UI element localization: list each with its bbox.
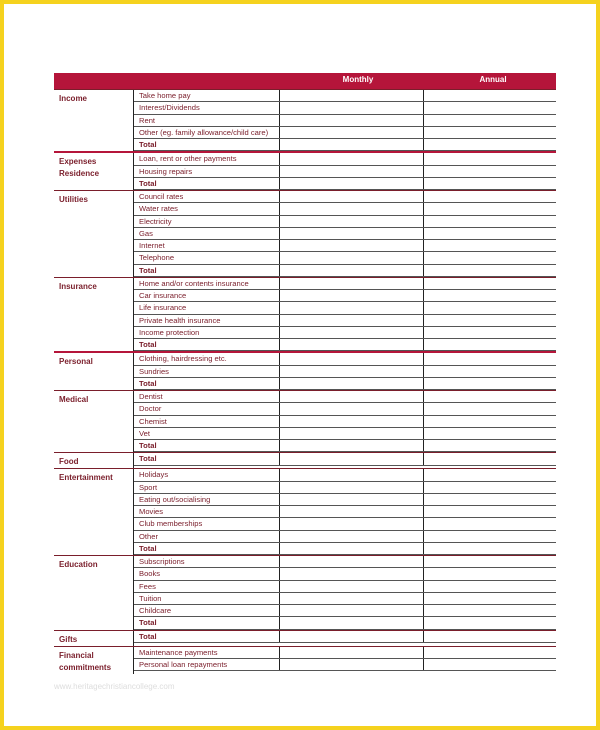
annual-cell[interactable]: [424, 166, 556, 177]
row-item-label: Chemist: [134, 416, 280, 427]
annual-cell[interactable]: [424, 659, 556, 670]
table-row: [134, 378, 556, 390]
table-row: [134, 127, 556, 139]
section-8: [54, 555, 556, 630]
annual-cell[interactable]: [424, 453, 556, 464]
annual-cell[interactable]: [424, 315, 556, 326]
section-2: [54, 190, 556, 277]
row-item-label: Club memberships: [134, 518, 280, 529]
row-item-label: Electricity: [134, 216, 280, 227]
table-row: [134, 440, 556, 452]
annual-cell[interactable]: [424, 605, 556, 616]
annual-cell[interactable]: [424, 391, 556, 402]
row-item-label: Total: [134, 543, 280, 554]
monthly-cell[interactable]: [280, 191, 424, 202]
annual-cell[interactable]: [424, 127, 556, 138]
monthly-cell[interactable]: [280, 366, 424, 377]
monthly-cell[interactable]: [280, 605, 424, 616]
row-item-label: Total: [134, 339, 280, 350]
monthly-cell[interactable]: [280, 440, 424, 451]
table-row: [134, 178, 556, 190]
table-row: [134, 391, 556, 403]
annual-cell[interactable]: [424, 428, 556, 439]
row-item-label: Water rates: [134, 203, 280, 214]
table-row: [134, 366, 556, 378]
annual-cell[interactable]: [424, 102, 556, 113]
annual-cell[interactable]: [424, 252, 556, 263]
section-7: [54, 468, 556, 555]
monthly-cell[interactable]: [280, 518, 424, 529]
table-row: [134, 494, 556, 506]
section-label: Gifts: [54, 631, 134, 646]
table-row: [134, 428, 556, 440]
table-body: [54, 89, 556, 674]
table-row: [134, 153, 556, 165]
row-item-label: Books: [134, 568, 280, 579]
annual-cell[interactable]: [424, 290, 556, 301]
header-annual: Annual: [479, 75, 507, 84]
annual-cell[interactable]: [424, 228, 556, 239]
monthly-cell[interactable]: [280, 631, 424, 642]
monthly-cell[interactable]: [280, 391, 424, 402]
monthly-cell[interactable]: [280, 506, 424, 517]
monthly-cell[interactable]: [280, 216, 424, 227]
table-row: [134, 469, 556, 481]
annual-cell[interactable]: [424, 494, 556, 505]
monthly-cell[interactable]: [280, 494, 424, 505]
row-item-label: Total: [134, 265, 280, 276]
row-item-label: Interest/Dividends: [134, 102, 280, 113]
monthly-cell[interactable]: [280, 302, 424, 313]
table-row: [134, 252, 556, 264]
monthly-cell[interactable]: [280, 453, 424, 464]
row-item-label: Total: [134, 178, 280, 189]
table-row: [134, 278, 556, 290]
monthly-cell[interactable]: [280, 339, 424, 350]
annual-cell[interactable]: [424, 518, 556, 529]
monthly-cell[interactable]: [280, 428, 424, 439]
annual-cell[interactable]: [424, 153, 556, 164]
monthly-cell[interactable]: [280, 617, 424, 628]
row-item-label: Private health insurance: [134, 315, 280, 326]
table-header: [54, 73, 556, 89]
annual-cell[interactable]: [424, 265, 556, 276]
row-item-label: Gas: [134, 228, 280, 239]
table-row: [134, 216, 556, 228]
annual-cell[interactable]: [424, 631, 556, 642]
row-item-label: Other: [134, 531, 280, 542]
row-item-label: Vet: [134, 428, 280, 439]
annual-cell[interactable]: [424, 327, 556, 338]
table-row: [134, 339, 556, 351]
annual-cell[interactable]: [424, 556, 556, 567]
row-item-label: Eating out/socialising: [134, 494, 280, 505]
row-item-label: Clothing, hairdressing etc.: [134, 353, 280, 364]
row-item-label: Housing repairs: [134, 166, 280, 177]
row-item-label: Total: [134, 440, 280, 451]
table-row: [134, 290, 556, 302]
annual-cell[interactable]: [424, 240, 556, 251]
monthly-cell[interactable]: [280, 543, 424, 554]
row-item-label: Dentist: [134, 391, 280, 402]
row-item-label: Car insurance: [134, 290, 280, 301]
annual-cell[interactable]: [424, 440, 556, 451]
monthly-cell[interactable]: [280, 327, 424, 338]
row-item-label: Movies: [134, 506, 280, 517]
table-row: [134, 617, 556, 629]
section-label: Income: [54, 90, 134, 151]
table-row: [134, 531, 556, 543]
monthly-cell[interactable]: [280, 127, 424, 138]
annual-cell[interactable]: [424, 178, 556, 189]
annual-cell[interactable]: [424, 617, 556, 628]
monthly-cell[interactable]: [280, 469, 424, 480]
row-item-label: Rent: [134, 115, 280, 126]
monthly-cell[interactable]: [280, 252, 424, 263]
monthly-cell[interactable]: [280, 240, 424, 251]
annual-cell[interactable]: [424, 416, 556, 427]
row-item-label: Loan, rent or other payments: [134, 153, 280, 164]
row-item-label: Internet: [134, 240, 280, 251]
row-item-label: Doctor: [134, 403, 280, 414]
monthly-cell[interactable]: [280, 265, 424, 276]
monthly-cell[interactable]: [280, 178, 424, 189]
table-row: [134, 568, 556, 580]
annual-cell[interactable]: [424, 353, 556, 364]
section-label: Expenses Residence: [54, 153, 134, 190]
row-item-label: Subscriptions: [134, 556, 280, 567]
table-row: [134, 647, 556, 659]
annual-cell[interactable]: [424, 531, 556, 542]
annual-cell[interactable]: [424, 568, 556, 579]
section-label: Entertainment: [54, 469, 134, 555]
section-10: [54, 646, 556, 674]
annual-cell[interactable]: [424, 302, 556, 313]
row-item-label: Sundries: [134, 366, 280, 377]
table-row: [134, 139, 556, 151]
row-item-label: Personal loan repayments: [134, 659, 280, 670]
budget-table: [54, 73, 556, 674]
table-row: [134, 605, 556, 617]
monthly-cell[interactable]: [280, 416, 424, 427]
table-row: [134, 102, 556, 114]
monthly-cell[interactable]: [280, 403, 424, 414]
table-row: [134, 482, 556, 494]
section-5: [54, 390, 556, 452]
annual-cell[interactable]: [424, 278, 556, 289]
table-row: [134, 659, 556, 671]
section-label: Food: [54, 453, 134, 468]
section-label: Insurance: [54, 278, 134, 352]
monthly-cell[interactable]: [280, 315, 424, 326]
row-item-label: Take home pay: [134, 90, 280, 101]
monthly-cell[interactable]: [280, 153, 424, 164]
row-item-label: Holidays: [134, 469, 280, 480]
row-item-label: Tuition: [134, 593, 280, 604]
monthly-cell[interactable]: [280, 593, 424, 604]
table-row: [134, 228, 556, 240]
section-6: [54, 452, 556, 468]
header-monthly: Monthly: [342, 75, 374, 84]
annual-cell[interactable]: [424, 403, 556, 414]
annual-cell[interactable]: [424, 339, 556, 350]
section-1: [54, 151, 556, 190]
annual-cell[interactable]: [424, 506, 556, 517]
section-3: [54, 277, 556, 352]
table-row: [134, 453, 556, 465]
annual-cell[interactable]: [424, 593, 556, 604]
row-item-label: Telephone: [134, 252, 280, 263]
monthly-cell[interactable]: [280, 531, 424, 542]
monthly-cell[interactable]: [280, 353, 424, 364]
annual-cell[interactable]: [424, 378, 556, 389]
annual-cell[interactable]: [424, 647, 556, 658]
table-row: [134, 631, 556, 643]
monthly-cell[interactable]: [280, 102, 424, 113]
section-label: Education: [54, 556, 134, 630]
annual-cell[interactable]: [424, 469, 556, 480]
document-page: [4, 4, 596, 726]
monthly-cell[interactable]: [280, 203, 424, 214]
annual-cell[interactable]: [424, 115, 556, 126]
annual-cell[interactable]: [424, 139, 556, 150]
monthly-cell[interactable]: [280, 581, 424, 592]
table-row: [134, 416, 556, 428]
row-item-label: Council rates: [134, 191, 280, 202]
annual-cell[interactable]: [424, 191, 556, 202]
table-row: [134, 90, 556, 102]
table-row: [134, 518, 556, 530]
row-item-label: Income protection: [134, 327, 280, 338]
monthly-cell[interactable]: [280, 139, 424, 150]
monthly-cell[interactable]: [280, 659, 424, 670]
row-item-label: Sport: [134, 482, 280, 493]
monthly-cell[interactable]: [280, 482, 424, 493]
row-item-label: Total: [134, 378, 280, 389]
annual-cell[interactable]: [424, 482, 556, 493]
footer-watermark: www.heritagechristiancollege.com: [54, 682, 175, 691]
monthly-cell[interactable]: [280, 290, 424, 301]
table-row: [134, 506, 556, 518]
table-row: [134, 191, 556, 203]
monthly-cell[interactable]: [280, 378, 424, 389]
monthly-cell[interactable]: [280, 115, 424, 126]
annual-cell[interactable]: [424, 216, 556, 227]
monthly-cell[interactable]: [280, 166, 424, 177]
row-item-label: Maintenance payments: [134, 647, 280, 658]
monthly-cell[interactable]: [280, 568, 424, 579]
table-row: [134, 581, 556, 593]
section-0: [54, 89, 556, 151]
header-item: [54, 73, 286, 89]
monthly-cell[interactable]: [280, 90, 424, 101]
table-row: [134, 543, 556, 555]
table-row: [134, 240, 556, 252]
table-row: [134, 302, 556, 314]
monthly-cell[interactable]: [280, 228, 424, 239]
row-item-label: Life insurance: [134, 302, 280, 313]
table-row: [134, 403, 556, 415]
section-9: [54, 630, 556, 646]
monthly-cell[interactable]: [280, 556, 424, 567]
row-item-label: Fees: [134, 581, 280, 592]
row-item-label: Total: [134, 617, 280, 628]
row-item-label: Home and/or contents insurance: [134, 278, 280, 289]
row-item-label: Other (eg. family allowance/child care): [134, 127, 280, 138]
table-row: [134, 203, 556, 215]
monthly-cell[interactable]: [280, 278, 424, 289]
row-item-label: Total: [134, 139, 280, 150]
table-row: [134, 593, 556, 605]
row-item-label: Total: [134, 453, 280, 464]
section-label: Utilities: [54, 191, 134, 277]
annual-cell[interactable]: [424, 581, 556, 592]
table-row: [134, 556, 556, 568]
section-label: Financial commitments: [54, 647, 134, 674]
annual-cell[interactable]: [424, 543, 556, 554]
table-row: [134, 353, 556, 365]
section-4: [54, 351, 556, 390]
row-item-label: Childcare: [134, 605, 280, 616]
section-label: Medical: [54, 391, 134, 452]
annual-cell[interactable]: [424, 203, 556, 214]
section-label: Personal: [54, 353, 134, 390]
table-row: [134, 327, 556, 339]
annual-cell[interactable]: [424, 366, 556, 377]
table-row: [134, 265, 556, 277]
table-row: [134, 315, 556, 327]
row-item-label: Total: [134, 631, 280, 642]
table-row: [134, 166, 556, 178]
annual-cell[interactable]: [424, 90, 556, 101]
monthly-cell[interactable]: [280, 647, 424, 658]
table-row: [134, 115, 556, 127]
